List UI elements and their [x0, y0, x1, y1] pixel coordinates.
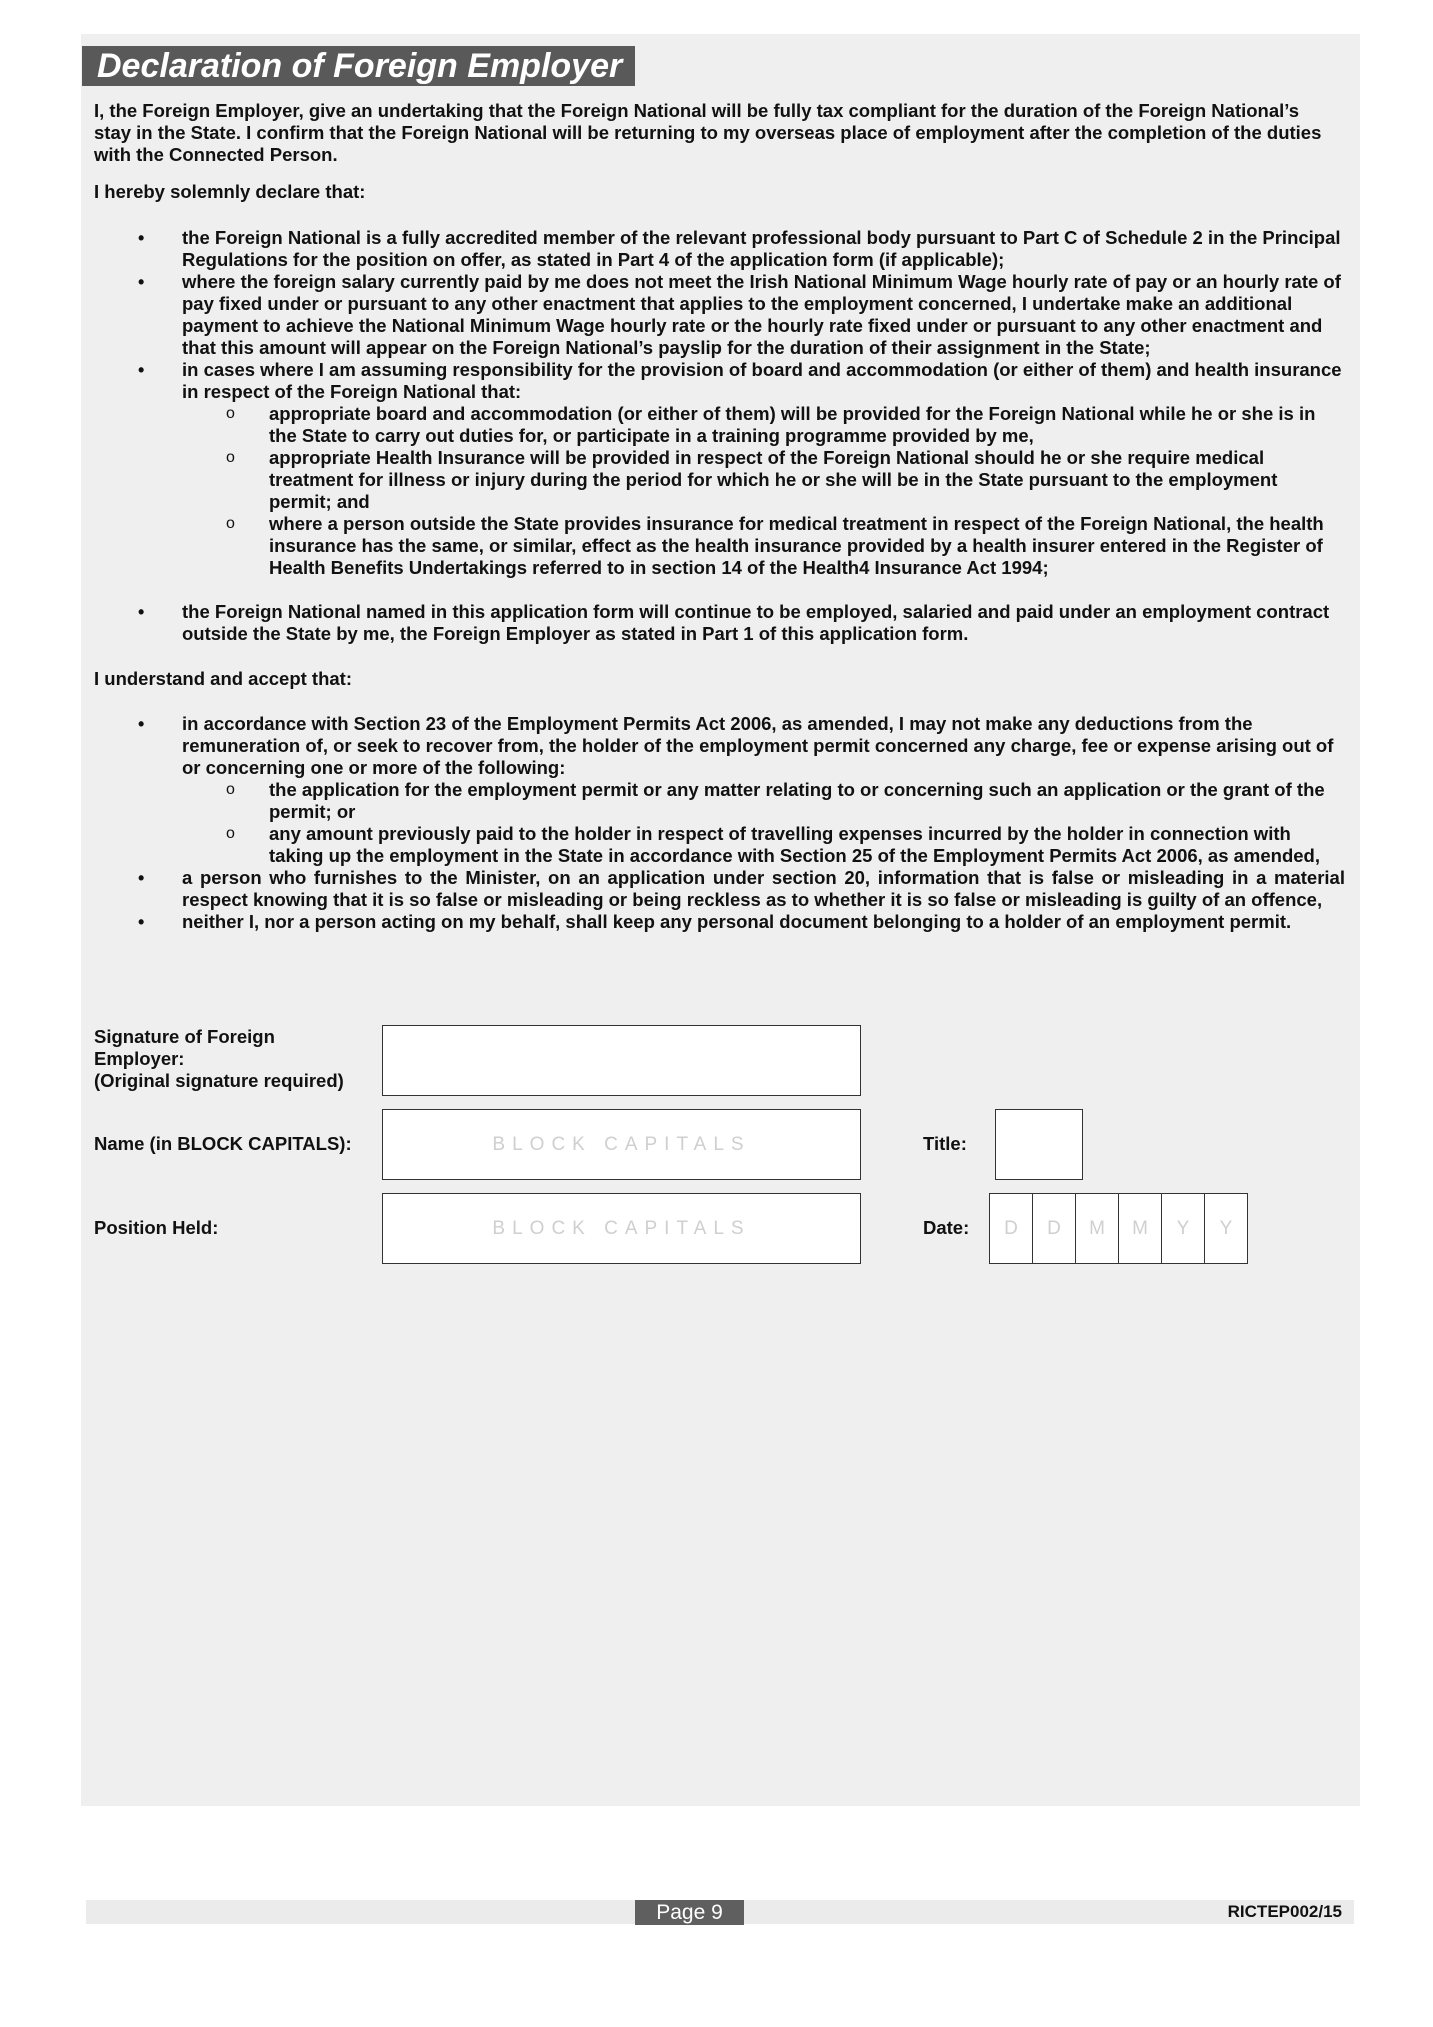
title-label: Title:	[923, 1133, 967, 1154]
date-cell-day[interactable]: D	[989, 1193, 1033, 1264]
circle-bullet-icon: o	[226, 825, 235, 842]
sub-list-item: o any amount previously paid to the holder in respect of travelling expenses incurred by the holder in connection with taking up the employment in the State in accordance with Section 25 of the Employment Permits Act 2006, as amended,	[226, 823, 1320, 866]
list-item: • in accordance with Section 23 of the Employment Permits Act 2006, as amended, I may not make any deductions from the remuneration of, or seek to recover from, the holder of the employment permit concerned any charge, fee or expense arising out of or concerning one or more of the following:	[138, 713, 1334, 778]
sub-list-item: o where a person outside the State provides insurance for medical treatment in respect of the Foreign National, the health insurance has the same, or similar, effect as the health insurance provided by a health insurer entered in the Register of Health Benefits Undertakings referred to in section 14 of the Health4 Insurance Act 1994;	[226, 513, 1324, 578]
date-cell-day[interactable]: D	[1032, 1193, 1076, 1264]
accept-lead: I understand and accept that:	[94, 668, 353, 689]
list-item: • the Foreign National named in this application form will continue to be employed, salaried and paid under an employment contract outside the State by me, the Foreign Employer as stated in Part 1 of this application form.	[138, 601, 1330, 644]
position-placeholder: BLOCK CAPITALS	[492, 1217, 751, 1239]
signature-field[interactable]	[382, 1025, 861, 1096]
title-input[interactable]	[995, 1109, 1083, 1180]
page-number: Page 9	[635, 1900, 744, 1925]
date-input	[990, 1193, 1248, 1264]
circle-bullet-icon: o	[226, 781, 235, 798]
bullet-icon: •	[138, 714, 145, 734]
date-cell-year[interactable]: Y	[1161, 1193, 1205, 1264]
section-heading: Declaration of Foreign Employer	[82, 46, 635, 86]
declare-lead: I hereby solemnly declare that:	[94, 181, 366, 202]
circle-bullet-icon: o	[226, 405, 235, 422]
name-placeholder: BLOCK CAPITALS	[492, 1133, 751, 1155]
declare-list	[0, 227, 1433, 645]
accept-list	[0, 713, 1433, 933]
circle-bullet-icon: o	[226, 515, 235, 532]
bullet-icon: •	[138, 868, 145, 888]
sub-list-item: o appropriate Health Insurance will be provided in respect of the Foreign National should he or she require medical treatment for illness or injury during the period for which he or she will be in the State pursuant to the employment permit; and	[226, 447, 1278, 512]
bullet-icon: •	[138, 228, 145, 248]
bullet-icon: •	[138, 272, 145, 292]
list-item: • neither I, nor a person acting on my behalf, shall keep any personal document belonging to a holder of an employment permit.	[138, 911, 1292, 932]
bullet-icon: •	[138, 912, 145, 932]
circle-bullet-icon: o	[226, 449, 235, 466]
list-item: • in cases where I am assuming responsibility for the provision of board and accommodation (or either of them) and health insurance in respect of the Foreign National that:	[138, 359, 1342, 402]
sub-list-item: o appropriate board and accommodation (or either of them) will be provided for the Foreign National while he or she is in the State to carry out duties for, or participate in a training programme provided by me,	[226, 403, 1316, 446]
list-item: • a person who furnishes to the Minister, on an application under section 20, information that is false or misleading in a material respect knowing that it is so false or misleading or being reckless as to whether it is so false or misleading is guilty of an offence,	[138, 867, 1345, 910]
date-cell-month[interactable]: M	[1118, 1193, 1162, 1264]
intro-paragraph: I, the Foreign Employer, give an undertaking that the Foreign National will be fully tax compliant for the duration of the Foreign National’s stay in the State. I confirm that the Foreign National will be returning to my overseas place of employment after the completion of the duties with the Connected Person.	[94, 100, 1322, 165]
date-cell-month[interactable]: M	[1075, 1193, 1119, 1264]
date-label: Date:	[923, 1217, 970, 1238]
form-code: RICTEP002/15	[1227, 1902, 1342, 1921]
position-label: Position Held:	[94, 1217, 219, 1238]
list-item: • where the foreign salary currently paid by me does not meet the Irish National Minimum Wage hourly rate of pay or an hourly rate of pay fixed under or pursuant to any other enactment that applies to the employment concerned, I undertake make an additional payment to achieve the National Minimum Wage hourly rate or the hourly rate fixed under or pursuant to any other enactment and that this amount will appear on the Foreign National’s payslip for the duration of their assignment in the State;	[138, 271, 1341, 358]
name-input[interactable]	[382, 1109, 861, 1180]
name-label: Name (in BLOCK CAPITALS):	[94, 1133, 352, 1154]
position-input[interactable]	[382, 1193, 861, 1264]
list-item: • the Foreign National is a fully accredited member of the relevant professional body pursuant to Part C of Schedule 2 in the Principal Regulations for the position on offer, as stated in Part 4 of the application form (if applicable);	[138, 227, 1341, 270]
date-cell-year[interactable]: Y	[1204, 1193, 1248, 1264]
signature-label: Signature of Foreign Employer: (Original signature required)	[94, 1026, 344, 1091]
bullet-icon: •	[138, 602, 145, 622]
bullet-icon: •	[138, 360, 145, 380]
sub-list-item: o the application for the employment permit or any matter relating to or concerning such an application or the grant of the permit; or	[226, 779, 1325, 822]
